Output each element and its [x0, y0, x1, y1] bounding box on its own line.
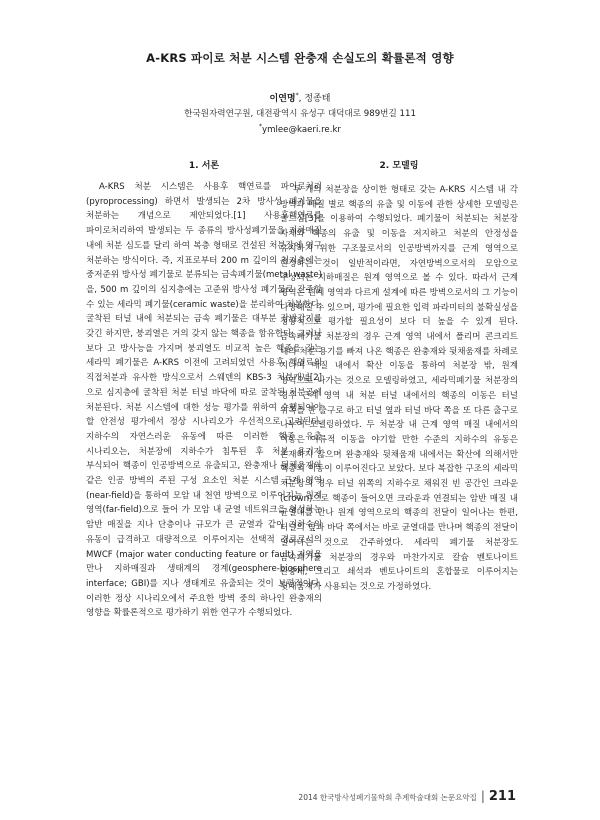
page-number: 211	[488, 789, 516, 804]
page-footer	[298, 789, 516, 804]
email-mark: *	[259, 123, 263, 130]
footer-conference: 2014 한국방사성폐기물학회 추계학술대회 논문요약집	[298, 793, 477, 802]
author-email: ymlee@kaeri.re.kr	[262, 124, 341, 135]
model-body: 두 개의 처분장을 상이한 형태로 갖는 A-KRS 시스템 내 각 방벽과 매질 별로 핵종의 유출 및 이동에 관한 상세한 모델링은 골드심[3]을 이용하여 수행되었다. 폐기물이 처분되는 처분장 자체와 핵종의 유출 및 이동을 저지하고 처분의 안정성을 유지하기 위한 구조물로서의 인공방벽까지를 근계 영역으로 한정하는 것이 일반적이라면, 자연방벽으로서의 모암으로 구성되는 지하매질은 원계 영역으로 볼 수 있다. 따라서 근계 영역은 원계 영역과 다르게 설계에 따른 방벽으로서의 그 기능이 다양해질 수 있으며, 평가에 필요한 입력 파라미터의 불확실성을 정량적으로 평가할 필요성이 보다 더 높을 수 있게 된다. 금속폐기물 처분장의 경우 근계 영역 내에서 폴리머 콘크리트 내의 처분 용기를 빠져 나온 핵종은 완충재와 뒷채움재를 차례로 지나며 매질 내에서 확산 이동을 통하여 처분장 밖, 원계 영역으로 나가는 것으로 모델링하였고, 세라믹폐기물 처분장의 경우 근계 영역 내 처분 터널 내에서의 핵종의 이동은 터널 위쪽을 한 출구로 하고 터널 옆과 터널 바닥 쪽을 또 다른 출구로 나누어 모델링하였다. 두 처분장 내 근계 영역 매질 내에서의 이동은 이류적 이동을 야기할 만한 수준의 지하수의 유동은 존재하지 않으며 완충재와 뒷채움재 내에서는 확산에 의해서만 핵종의 이동이 이루어진다고 보았다. 보다 복잡한 구조의 세라믹 처분장의 경우 터널 위쪽의 지하수로 채워진 빈 공간인 크라운 (crown)으로 핵종이 들어오면 크라운과 연결되는 암반 매질 내 균열대를 만나 원계 영역으로의 핵종의 전달이 일어나는 한편, 터널의 옆과 바닥 쪽에서는 바로 균열대를 만나며 핵종의 전달이 일어나는 것으로 간주하였다. 세라믹 폐기물 처분장도 금속폐기물 처분장의 경우와 마찬가지로 칼슘 벤토나이트 완충재, 그리고 쇄석과 벤토나이트의 혼합물로 이루어지는 뒷채움재가 사용되는 것으로 가정하였다.	[280, 185, 518, 592]
author-line	[0, 91, 600, 104]
author-mark: *	[295, 92, 299, 99]
affiliation: 한국원자력연구원, 대전광역시 유성구 대덕대로 989번길 111	[184, 109, 416, 119]
author-name: 이연명	[269, 94, 296, 104]
section-heading-model: 2. 모델링	[379, 161, 419, 171]
intro-body: A-KRS 처분 시스템은 사용후 핵연료를 파이로처리(pyroprocessing) 하면서 발생되는 2차 방사성 폐기물을 처분하는 개념으로 제안되었다.[1] 사용후핵연료를 파이로처리하여 발생되는 두 종류의 방사성폐기물을 지하매질 내에 처분 심도를 달리 하여 복층 형태로 건설된 처분장에 영구 처분하는 방식이다. 즉, 지표로부터 200 m 깊이의 천지층에는 중저준위 방사성 폐기물로 분류되는 금속폐기물(metal waste)을, 500 m 깊이의 심지층에는 고준위 방사성 폐기물로 간주할 수 있는 세라믹 폐기물(ceramic waste)을 분리하여 처분한다. 굴착된 터널 내에 처분되는 금속 폐기물은 대부분 장반감기를 갖긴 하지만, 붕괴열은 거의 갖지 않는 핵종을 함유한다. 그러나 보다 고 방사능을 가지며 붕괴열도 비교적 높은 핵종을 갖는 세라믹 폐기물은 A-KRS 이전에 고려되었던 사용후 핵연료의 직접처분과 유사한 방식으로서 스웨덴의 KBS-3 처분개념[2]으로 심지층에 굴착된 처분 터널 바닥에 따로 굴착된 처분공에 처분된다. 처분 시스템에 대한 성능 평가를 위하여 수행되어야 할 안전성 평가에서 정상 시나리오가 우선적으로 고려된다. 지하수의 자연스러운 유동에 따른 이러한 핵종 유출 시나리오는, 처분장에 지하수가 침투된 후 처분 용기가 부식되어 핵종이 인공방벽으로 유출되고, 완충재나 뒷채움재와 같은 인공 방벽의 주된 구성 요소인 처분 시스템 근계 영역(near-field)을 통하여 모암 내 천연 방벽으로 이루어지는 원계 영역(far-field)으로 들어 가 모암 내 균열 네트워크을 형성하는 암반 매질을 지나 단층이나 규모가 큰 균열과 같이 지하수의 유동이 급격하고 대량적으로 이루어지는 선택적 경로로서의 MWCF (major water conducting feature or fault) 지역을 만나 지하매질과 생태계의 경계(geosphere-biosphere interface; GBI)를 지나 생태계로 유출되는 것이 보편적이다. 이러한 정상 시나리오에서 주요한 방벽 중의 하나인 완충재의 영향을 확률론적으로 평가하기 위한 연구가 수행되었다.	[86, 182, 322, 619]
coauthor-name: , 정종태	[298, 94, 331, 104]
paper-title: A-KRS 파이로 처분 시스템 완충재 손실도의 확률론적 영향	[146, 51, 454, 65]
section-heading-intro: 1. 서론	[188, 161, 220, 171]
footer-separator: |	[480, 789, 485, 803]
email-line	[0, 123, 600, 135]
